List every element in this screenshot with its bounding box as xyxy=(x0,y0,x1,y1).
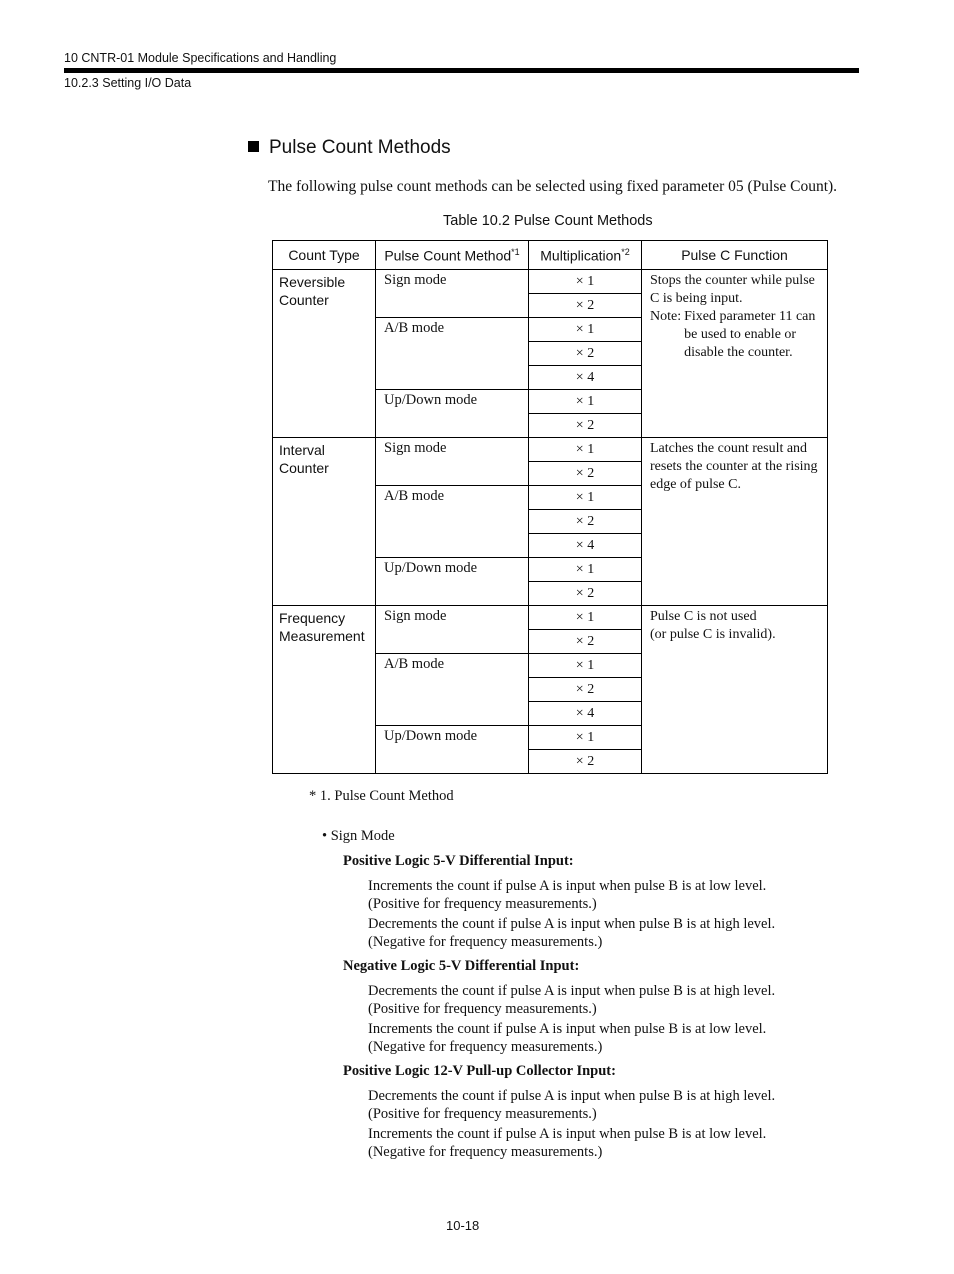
body-line: (Positive for frequency measurements.) xyxy=(368,895,597,912)
mult-cell: × 2 xyxy=(529,342,642,366)
header-method-label: Pulse Count Method xyxy=(384,247,512,264)
mult-cell: × 2 xyxy=(529,462,642,486)
section-title-text: Pulse Count Methods xyxy=(269,137,451,158)
block-text xyxy=(368,1088,775,1161)
pulse-c-cell xyxy=(642,270,828,438)
block-heading: Positive Logic 5-V Differential Input: xyxy=(343,853,574,869)
block-text xyxy=(368,878,775,951)
mult-cell: × 2 xyxy=(529,582,642,606)
note-text: Fixed parameter 11 can be used to enable or disable the counter. xyxy=(684,309,816,360)
chapter-header: 10 CNTR-01 Module Specifications and Handling xyxy=(64,51,337,65)
pulse-c-cell xyxy=(642,606,828,774)
mult-cell: × 1 xyxy=(529,486,642,510)
pulse-c-text-2: (or pulse C is invalid). xyxy=(650,627,776,642)
body-line: Increments the count if pulse A is input when pulse B is at low level. xyxy=(368,1021,767,1037)
method-cell: Up/Down mode xyxy=(376,726,529,774)
table-row xyxy=(273,438,828,462)
pulse-c-text: Stops the counter while pulse C is being input. xyxy=(650,273,815,306)
mult-cell: × 1 xyxy=(529,390,642,414)
header-multiplication xyxy=(529,241,642,270)
pulse-c-text: Pulse C is not used xyxy=(650,609,757,624)
mult-cell: × 2 xyxy=(529,630,642,654)
mult-cell: × 1 xyxy=(529,558,642,582)
header-method xyxy=(376,241,529,270)
square-bullet-icon xyxy=(248,141,259,152)
footnote: * 1. Pulse Count Method xyxy=(309,788,454,804)
header-multiplication-label: Multiplication xyxy=(540,247,622,264)
header-pulse-c: Pulse C Function xyxy=(642,241,828,270)
intro-paragraph: The following pulse count methods can be selected using fixed parameter 05 (Pulse Count). xyxy=(268,178,838,195)
section-header: 10.2.3 Setting I/O Data xyxy=(64,76,192,90)
method-cell: Sign mode xyxy=(376,270,529,318)
mult-cell: × 4 xyxy=(529,366,642,390)
mult-cell: × 2 xyxy=(529,750,642,774)
pulse-c-note xyxy=(650,308,821,362)
pulse-c-cell: Latches the count result and resets the counter at the rising edge of pulse C. xyxy=(642,438,828,606)
mult-cell: × 1 xyxy=(529,606,642,630)
count-type-cell: Frequency Measurement xyxy=(273,606,376,774)
table-row xyxy=(273,606,828,630)
block-text xyxy=(368,983,775,1056)
body-line: Decrements the count if pulse A is input when pulse B is at high level. xyxy=(368,916,776,932)
method-cell: Sign mode xyxy=(376,438,529,486)
table-row xyxy=(273,270,828,294)
mult-cell: × 1 xyxy=(529,726,642,750)
mult-cell: × 2 xyxy=(529,678,642,702)
body-line: Increments the count if pulse A is input when pulse B is at low level. xyxy=(368,878,767,894)
mult-cell: × 4 xyxy=(529,534,642,558)
header-multiplication-sup: *2 xyxy=(621,246,630,257)
section-title xyxy=(248,137,451,159)
body-line: (Negative for frequency measurements.) xyxy=(368,933,603,950)
method-cell: Up/Down mode xyxy=(376,390,529,438)
header-count-type: Count Type xyxy=(273,241,376,270)
table-caption: Table 10.2 Pulse Count Methods xyxy=(443,213,653,229)
count-type-cell: Interval Counter xyxy=(273,438,376,606)
note-label: Note: xyxy=(650,309,682,324)
table-header-row xyxy=(273,241,828,270)
body-line: Increments the count if pulse A is input when pulse B is at low level. xyxy=(368,1126,767,1142)
mult-cell: × 1 xyxy=(529,654,642,678)
body-line: (Positive for frequency measurements.) xyxy=(368,1000,597,1017)
sign-mode-bullet: • Sign Mode xyxy=(322,828,395,844)
mult-cell: × 2 xyxy=(529,414,642,438)
body-line: Decrements the count if pulse A is input when pulse B is at high level. xyxy=(368,1088,776,1104)
body-line: (Positive for frequency measurements.) xyxy=(368,1105,597,1122)
header-method-sup: *1 xyxy=(511,246,520,257)
mult-cell: × 1 xyxy=(529,438,642,462)
mult-cell: × 4 xyxy=(529,702,642,726)
count-type-cell: Reversible Counter xyxy=(273,270,376,438)
block-heading: Positive Logic 12-V Pull-up Collector Input: xyxy=(343,1063,616,1079)
pulse-count-table xyxy=(272,240,828,774)
mult-cell: × 2 xyxy=(529,294,642,318)
page-number: 10-18 xyxy=(446,1218,480,1233)
header-rule xyxy=(64,68,859,73)
method-cell: A/B mode xyxy=(376,486,529,558)
body-line: (Negative for frequency measurements.) xyxy=(368,1143,603,1160)
method-cell: A/B mode xyxy=(376,654,529,726)
block-heading: Negative Logic 5-V Differential Input: xyxy=(343,958,580,974)
mult-cell: × 1 xyxy=(529,318,642,342)
method-cell: Sign mode xyxy=(376,606,529,654)
body-line: Decrements the count if pulse A is input when pulse B is at high level. xyxy=(368,983,776,999)
mult-cell: × 1 xyxy=(529,270,642,294)
body-line: (Negative for frequency measurements.) xyxy=(368,1038,603,1055)
method-cell: Up/Down mode xyxy=(376,558,529,606)
mult-cell: × 2 xyxy=(529,510,642,534)
method-cell: A/B mode xyxy=(376,318,529,390)
